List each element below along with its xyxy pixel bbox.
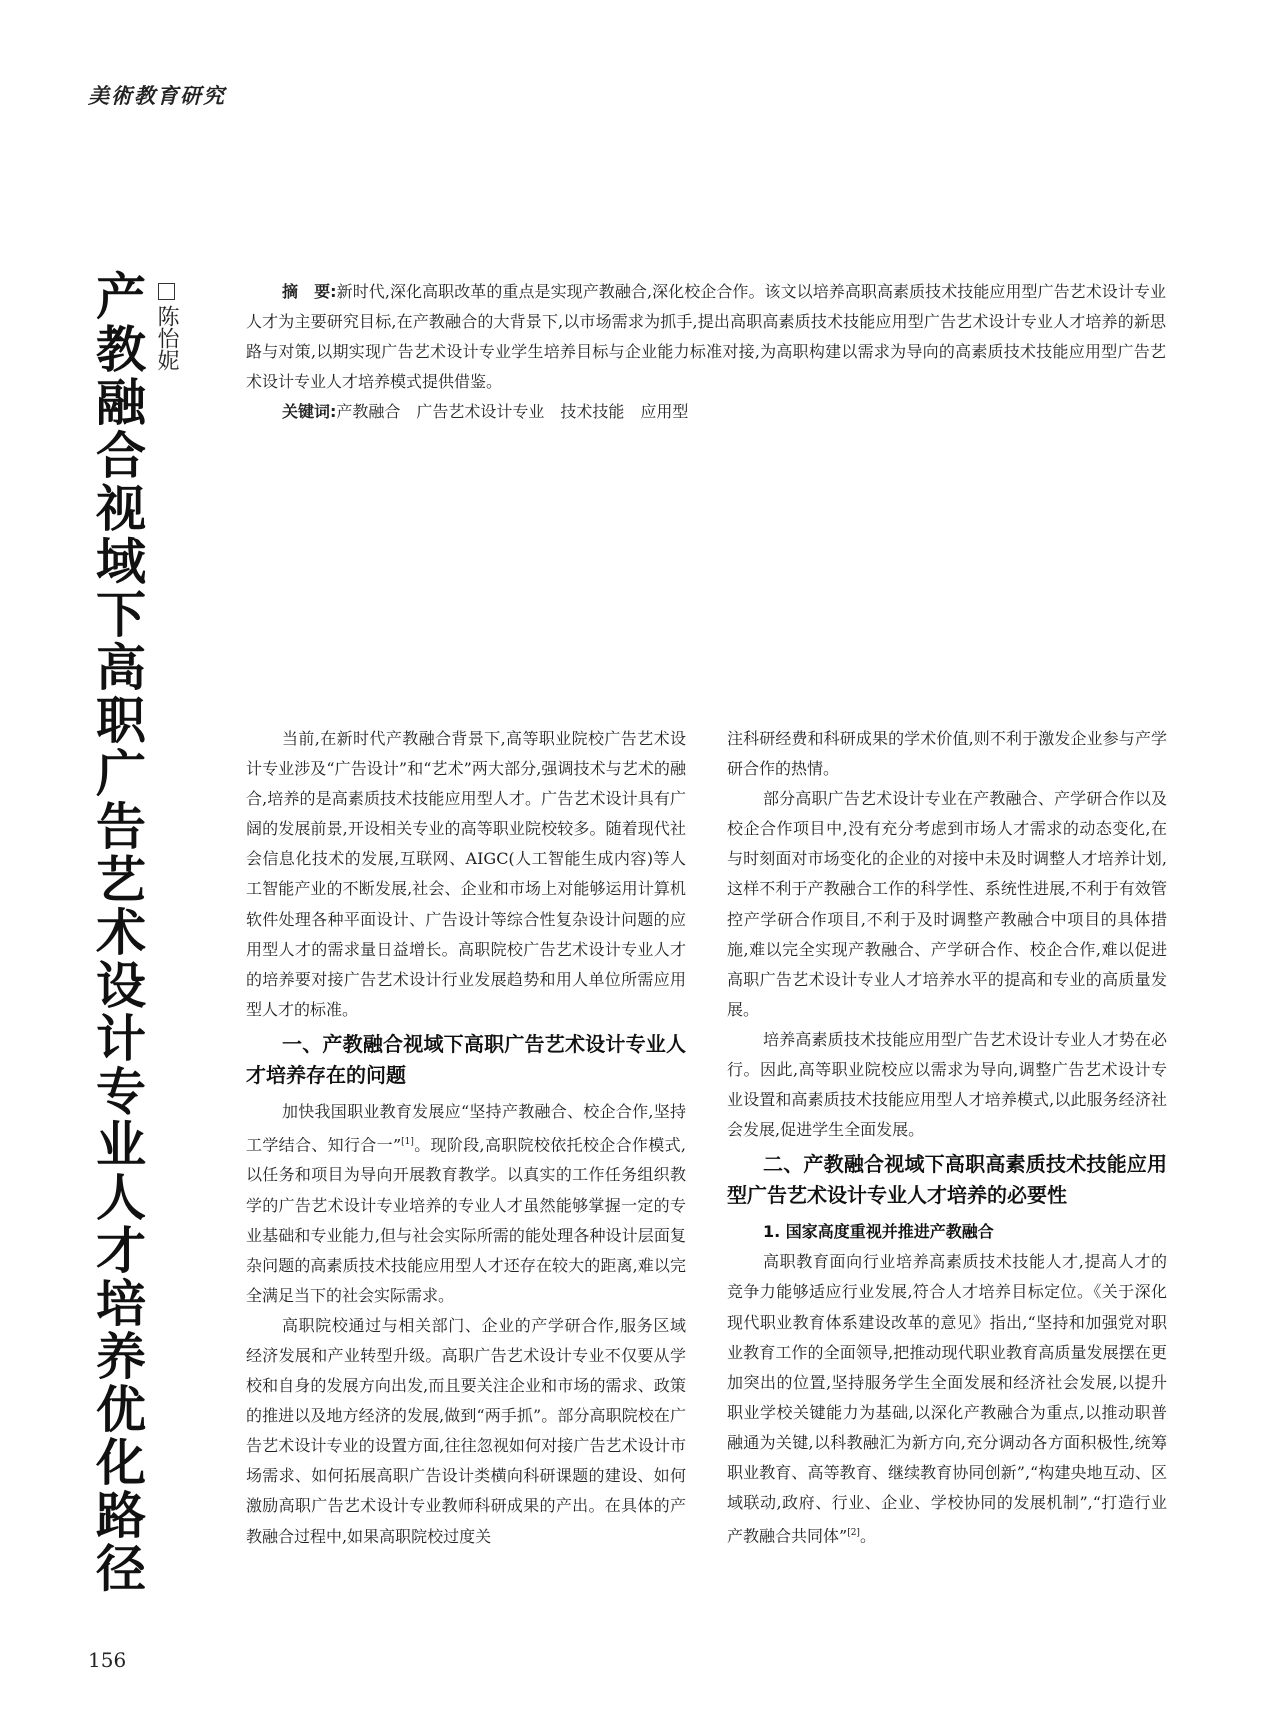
keywords-paragraph: [246, 397, 1166, 427]
body-paragraph: [246, 1097, 686, 1311]
abstract-paragraph: [246, 277, 1166, 397]
citation-ref-1: [1]: [401, 1137, 414, 1148]
abstract-label: 摘 要:: [282, 282, 337, 301]
citation-ref-2: [2]: [847, 1528, 860, 1539]
body-text: 。: [859, 1526, 876, 1546]
abstract-block: [246, 277, 1166, 427]
section-heading-1: 一、产教融合视域下高职广告艺术设计专业人才培养存在的问题: [246, 1031, 686, 1087]
section-heading-2: 二、产教融合视域下高职高素质技术技能应用型广告艺术设计专业人才培养的必要性: [727, 1152, 1167, 1208]
author-byline: [152, 283, 180, 371]
body-paragraph-continued: 注科研经费和科研成果的学术价值,则不利于激发企业参与产学研合作的热情。: [727, 729, 1167, 779]
journal-name: 美術教育研究: [88, 83, 226, 108]
body-text: 加快我国职业教育发展应“坚持产教融合、校企合作,坚持工学结合、知行合一”: [246, 1101, 686, 1155]
subsection-heading-1: 1. 国家高度重视并推进产教融合: [763, 1222, 994, 1242]
body-column-left: [246, 724, 686, 1552]
page-number: 156: [88, 1648, 127, 1672]
body-paragraph: 当前,在新时代产教融合背景下,高等职业院校广告艺术设计专业涉及“广告设计”和“艺术”两大部分,强调技术与艺术的融合,培养的是高素质技术技能应用型人才。广告艺术设计具有广阔的发展前景,开设相关专业的高等职业院校较多。随着现代社会信息化技术的发展,互联网、AIGC(人工智能生成内容)等人工智能产业的不断发展,社会、企业和市场上对能够运用计算机软件处理各种平面设计、广告设计等综合性复杂设计问题的应用型人才的需求量日益增长。高职院校广告艺术设计专业人才的培养要对接广告艺术设计行业发展趋势和用人单位所需应用型人才的标准。: [246, 729, 686, 1019]
body-text: 高职教育面向行业培养高素质技术技能人才,提高人才的竞争力能够适应行业发展,符合人才培养目标定位。《关于深化现代职业教育体系建设改革的意见》指出,“坚持和加强党对职业教育工作的全面领导,把推动现代职业教育高质量发展摆在更加突出的位置,坚持服务学生全面发展和经济社会发展,以提升职业学校关键能力为基础,以深化产教融合为重点,以推动职普融通为关键,以科教融汇为新方向,充分调动各方面积极性,统筹职业教育、高等教育、继续教育协同创新”,“构建央地互动、区域联动,政府、行业、企业、学校协同的发展机制”,“打造行业产教融合共同体”: [727, 1252, 1167, 1546]
keywords-text: 产教融合 广告艺术设计专业 技术技能 应用型: [336, 402, 689, 421]
body-column-right: [727, 724, 1167, 1552]
keywords-label: 关键词:: [282, 402, 337, 421]
body-text: 。现阶段,高职院校依托校企合作模式,以任务和项目为导向开展教育教学。以真实的工作任务组织教学的广告艺术设计专业培养的专业人才虽然能够掌握一定的专业基础和专业能力,但与社会实际所需的能处理各种设计层面复杂问题的高素质技术技能应用型人才还存在较大的距离,难以完全满足当下的社会实际需求。: [246, 1135, 686, 1305]
body-paragraph: 部分高职广告艺术设计专业在产教融合、产学研合作以及校企合作项目中,没有充分考虑到市场人才需求的动态变化,在与时刻面对市场变化的企业的对接中未及时调整人才培养计划,这样不利于产教融合工作的科学性、系统性进展,不利于有效管控产学研合作项目,不利于及时调整产教融合中项目的具体措施,难以完全实现产教融合、产学研合作、校企合作,难以促进高职广告艺术设计专业人才培养水平的提高和专业的高质量发展。: [727, 789, 1167, 1019]
author-name: 陈怡妮: [154, 305, 179, 371]
body-paragraph: [727, 1247, 1167, 1551]
abstract-text: 新时代,深化高职改革的重点是实现产教融合,深化校企合作。该文以培养高职高素质技术技能应用型广告艺术设计专业人才为主要研究目标,在产教融合的大背景下,以市场需求为抓手,提出高职高素质技术技能应用型广告艺术设计专业人才培养的新思路与对策,以期实现广告艺术设计专业学生培养目标与企业能力标准对接,为高职构建以需求为导向的高素质技术技能应用型广告艺术设计专业人才培养模式提供借鉴。: [246, 282, 1166, 391]
body-paragraph: 高职院校通过与相关部门、企业的产学研合作,服务区域经济发展和产业转型升级。高职广告艺术设计专业不仅要从学校和自身的发展方向出发,而且要关注企业和市场的需求、政策的推进以及地方经济的发展,做到“两手抓”。部分高职院校在广告艺术设计专业的设置方面,往往忽视如何对接广告艺术设计市场需求、如何拓展高职广告设计类横向科研课题的建设、如何激励高职广告艺术设计专业教师科研成果的产出。在具体的产教融合过程中,如果高职院校过度关: [246, 1315, 686, 1546]
body-paragraph: 培养高素质技术技能应用型广告艺术设计专业人才势在必行。因此,高等职业院校应以需求为导向,调整广告艺术设计专业设置和高素质技术技能应用型人才培养模式,以此服务经济社会发展,促进学生全面发展。: [727, 1029, 1167, 1140]
author-box-icon: [158, 283, 175, 300]
article-title: 产教融合视域下高职广告艺术设计专业人才培养优化路径: [88, 270, 146, 1595]
